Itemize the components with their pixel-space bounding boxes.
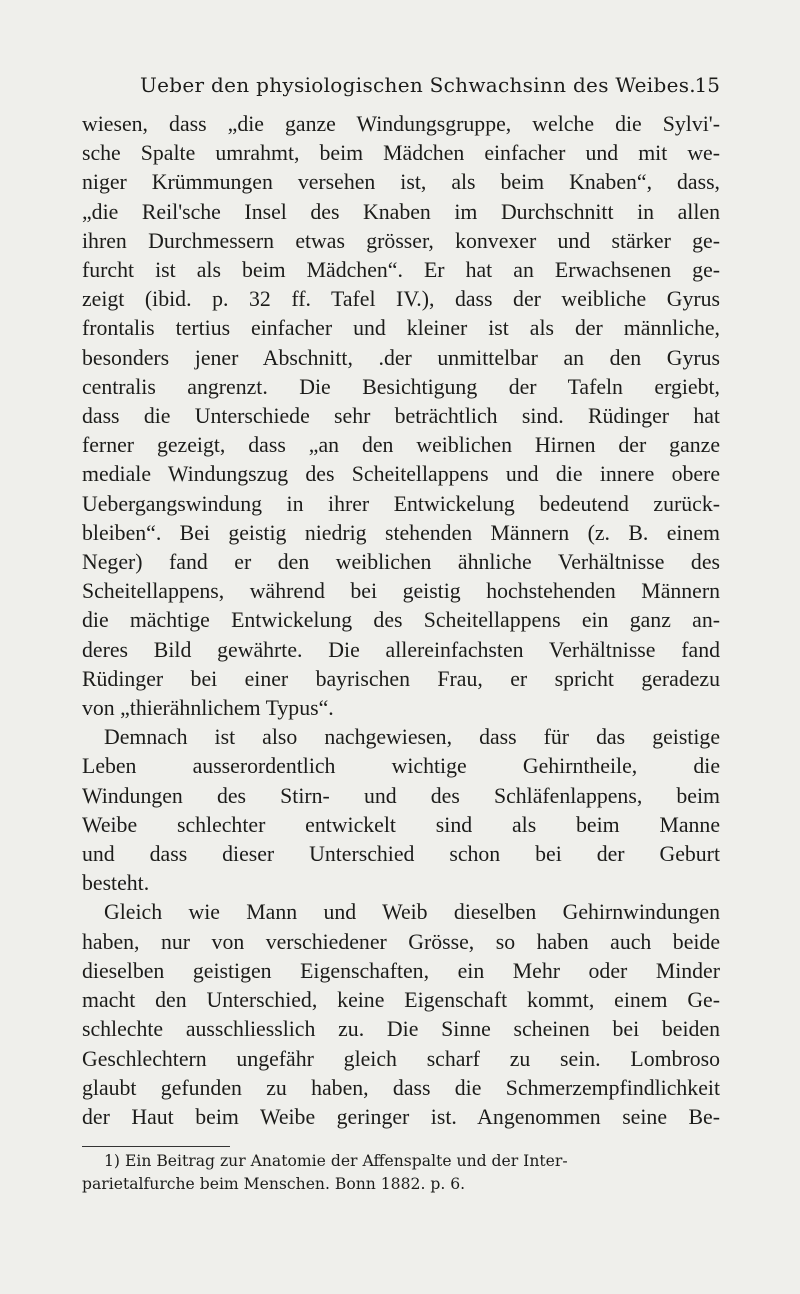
text-line: furcht ist als beim Mädchen“. Er hat an Erwachsenen ge-	[82, 258, 720, 283]
text-line: deres Bild gewährte. Die allereinfachsten Verhältnisse fand	[82, 637, 720, 662]
text-line: von „thierähnlichem Typus“.	[82, 696, 334, 721]
text-line: Neger) fand er den weiblichen ähnliche Verhältnisse des	[82, 550, 720, 575]
text-line: zeigt (ibid. p. 32 ff. Tafel IV.), dass der weibliche Gyrus	[82, 287, 720, 312]
text-line: „die Reil'sche Insel des Knaben im Durchschnitt in allen	[82, 199, 720, 224]
running-head	[140, 68, 720, 102]
text-line: Demnach ist also nachgewiesen, dass für das geistige	[104, 725, 720, 750]
text-line: Windungen des Stirn- und des Schläfenlappens, beim	[82, 783, 720, 808]
text-line: frontalis tertius einfacher und kleiner ist als der männliche,	[82, 316, 720, 341]
text-line: Geschlechtern ungefähr gleich scharf zu sein. Lombroso	[82, 1046, 720, 1071]
text-line: der Haut beim Weibe geringer ist. Angenommen seine Be-	[82, 1104, 720, 1129]
text-line: besteht.	[82, 871, 150, 896]
page-number: 15	[694, 73, 720, 97]
text-line: ferner gezeigt, dass „an den weiblichen Hirnen der ganze	[82, 433, 720, 458]
text-line: macht den Unterschied, keine Eigenschaft kommt, einem Ge-	[82, 988, 720, 1013]
footnote-line: parietalfurche beim Menschen. Bonn 1882. p. 6.	[82, 1175, 466, 1193]
text-line: niger Krümmungen versehen ist, als beim Knaben“, dass,	[82, 170, 720, 195]
body-text	[82, 110, 720, 1132]
text-line: Rüdinger bei einer bayrischen Frau, er spricht geradezu	[82, 666, 720, 691]
text-line: wiesen, dass „die ganze Windungsgruppe, welche die Sylvi'-	[82, 112, 720, 136]
text-line: glaubt gefunden zu haben, dass die Schmerzempfindlichkeit	[82, 1075, 720, 1100]
text-line: dass die Unterschiede sehr beträchtlich sind. Rüdinger hat	[82, 404, 720, 429]
text-line: Leben ausserordentlich wichtige Gehirntheile, die	[82, 754, 720, 779]
text-line: Gleich wie Mann und Weib dieselben Gehirnwindungen	[104, 900, 720, 925]
text-line: Scheitellappens, während bei geistig hochstehenden Männern	[82, 579, 720, 604]
text-line: und dass dieser Unterschied schon bei der Geburt	[82, 842, 720, 867]
footnotes	[82, 1150, 720, 1196]
text-line: haben, nur von verschiedener Grösse, so haben auch beide	[82, 929, 720, 954]
text-line: schlechte ausschliesslich zu. Die Sinne scheinen bei beiden	[82, 1017, 720, 1042]
text-line: besonders jener Abschnitt, .der unmittelbar an den Gyrus	[82, 345, 720, 370]
footnote-line: 1) Ein Beitrag zur Anatomie der Affenspalte und der Inter-	[104, 1152, 568, 1170]
running-title: Ueber den physiologischen Schwachsinn des Weibes.	[140, 73, 696, 97]
text-line: die mächtige Entwickelung des Scheitellappens ein ganz an-	[82, 608, 720, 633]
text-line: mediale Windungszug des Scheitellappens und die innere obere	[82, 462, 720, 487]
text-line: Weibe schlechter entwickelt sind als beim Manne	[82, 812, 720, 837]
text-line: Uebergangswindung in ihrer Entwickelung bedeutend zurück-	[82, 491, 720, 516]
text-line: sche Spalte umrahmt, beim Mädchen einfacher und mit we-	[82, 141, 720, 166]
text-line: centralis angrenzt. Die Besichtigung der Tafeln ergiebt,	[82, 374, 720, 399]
text-line: dieselben geistigen Eigenschaften, ein Mehr oder Minder	[82, 958, 720, 983]
footnote-divider	[82, 1146, 230, 1147]
text-line: bleiben“. Bei geistig niedrig stehenden Männern (z. B. einem	[82, 520, 720, 545]
text-line: ihren Durchmessern etwas grösser, konvexer und stärker ge-	[82, 228, 720, 253]
